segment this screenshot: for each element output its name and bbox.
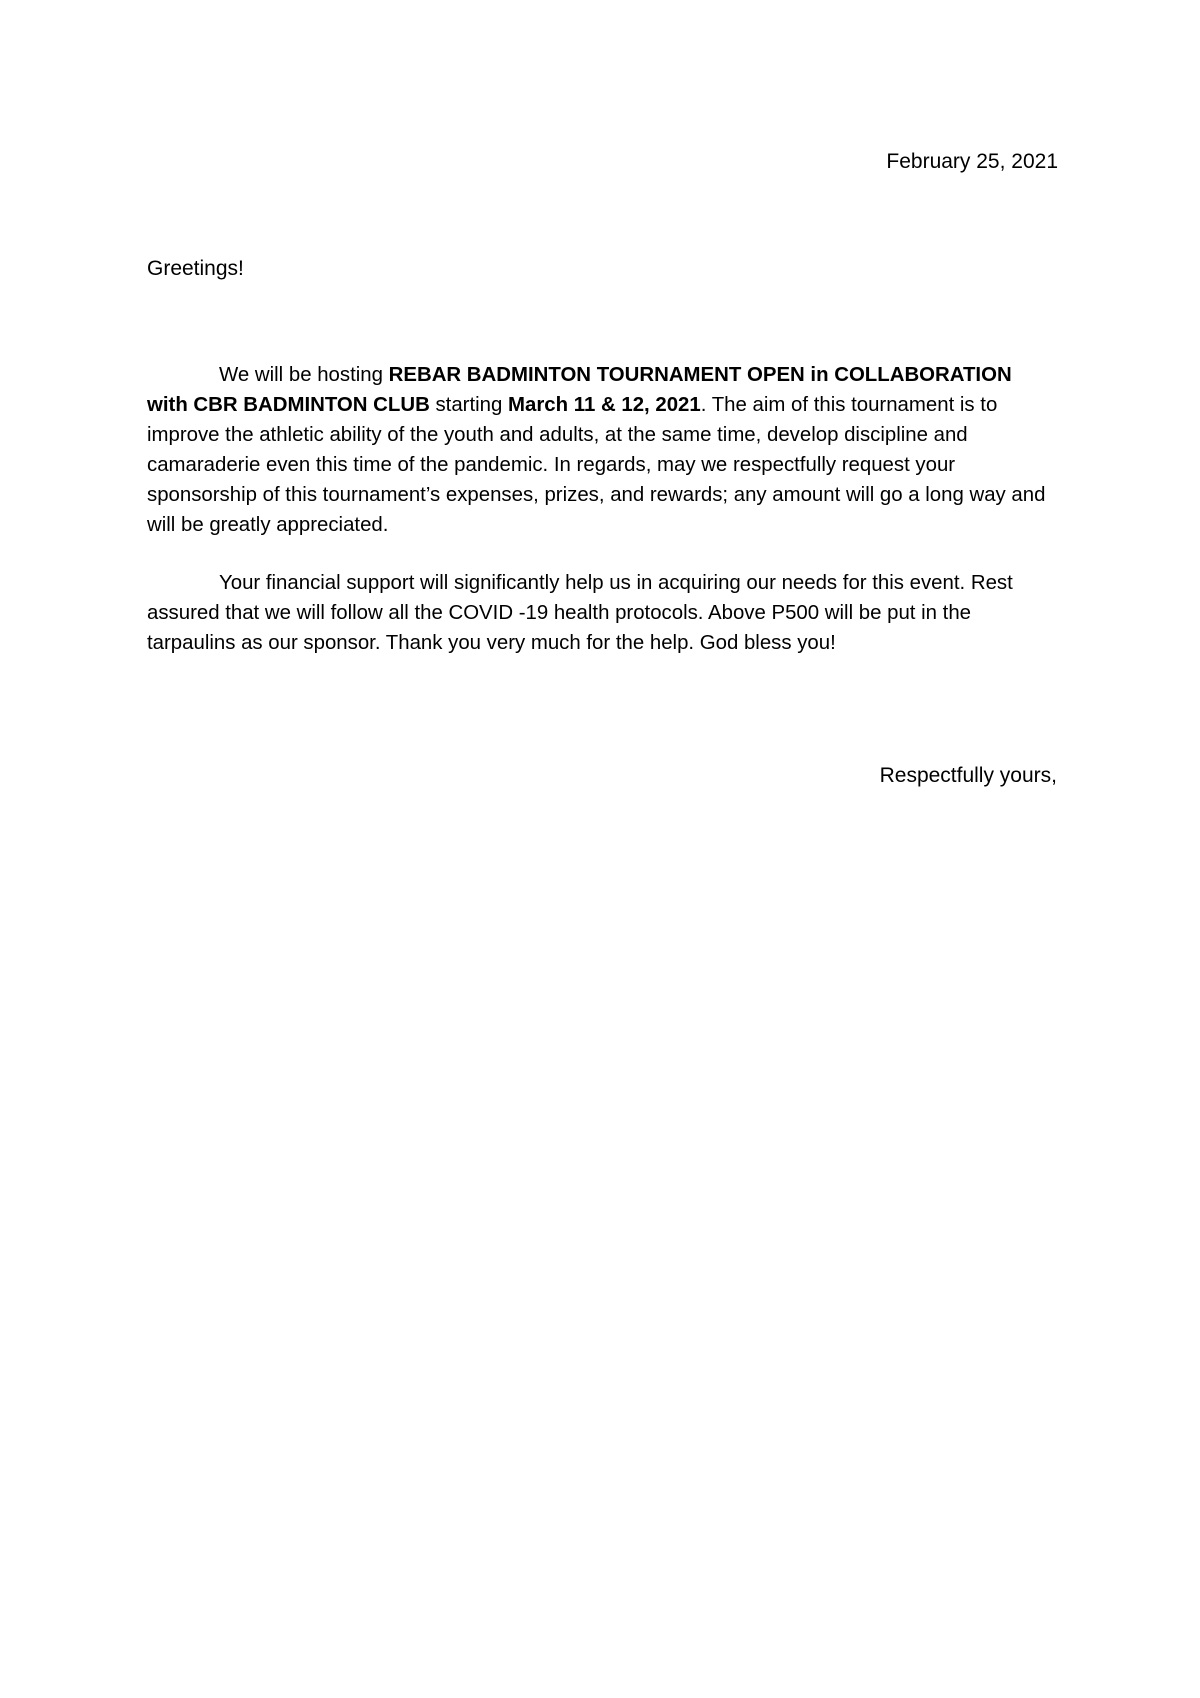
- paragraph-support: [147, 568, 1057, 658]
- event-name: REBAR BADMINTON TOURNAMENT OPEN in COLLABORATION with CBR BADMINTON CLUB: [147, 364, 1012, 416]
- letter-date: February 25, 2021: [886, 150, 1058, 173]
- paragraph-invitation-text-2: starting: [429, 394, 509, 416]
- paragraph-invitation-text-1: We will be hosting: [219, 364, 389, 386]
- paragraph-invitation-text-3: . The aim of this tournament is to improve the athletic ability of the youth and adults, at the same time, develop discipline and camaraderie even this time of the pandemic. In regards, may we respectfully request your sponsorship of this tournament’s expenses, prizes, and rewards; any amount will go a long way and will be greatly appreciated.: [147, 394, 1046, 536]
- event-dates: March 11 & 12, 2021: [508, 394, 701, 416]
- paragraph-support-text: Your financial support will significantly help us in acquiring our needs for this event. Rest assured that we will follow all the COVID -19 health protocols. Above P500 will be put in the tarpaulins as our sponsor. Thank you very much for the help. God bless you!: [147, 572, 1013, 654]
- letter-closing: Respectfully yours,: [879, 764, 1057, 787]
- paragraph-invitation: [147, 360, 1057, 540]
- letter-greeting: Greetings!: [147, 257, 244, 280]
